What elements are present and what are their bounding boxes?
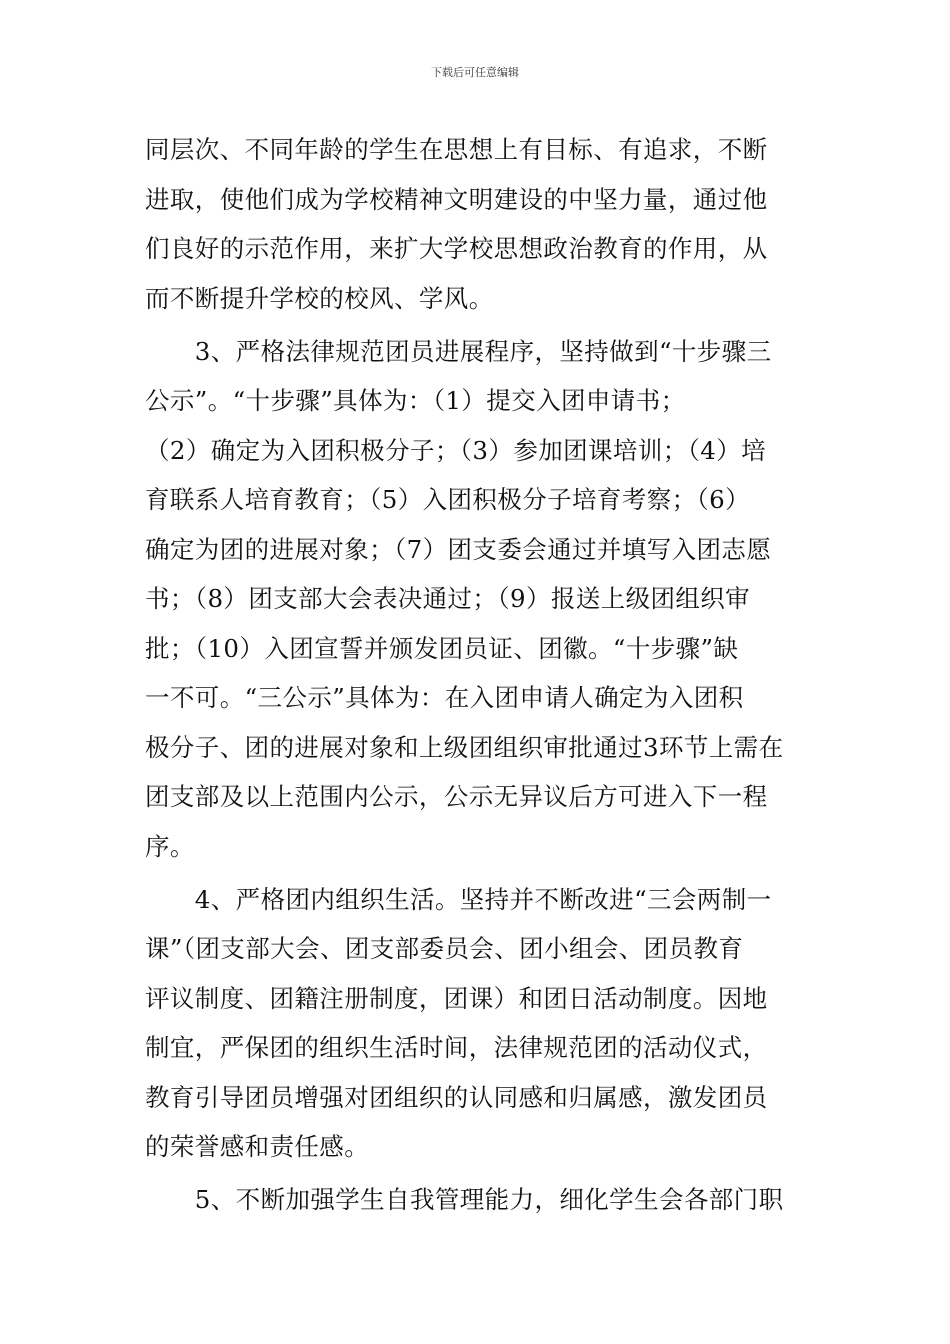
- text-line: 4、严格团内组织生活。坚持并不断改进“三会两制一: [145, 884, 772, 914]
- paragraph: [145, 1175, 815, 1225]
- text-line: 极分子、团的进展对象和上级团组织审批通过3环节上需在: [145, 732, 784, 762]
- text-line: 公示”。“十步骤”具体为：（1）提交入团申请书；: [145, 386, 686, 415]
- text-line: 团支部及以上范围内公示，公示无异议后方可进入下一程: [145, 782, 768, 811]
- paragraph: [145, 327, 815, 872]
- text-line: 序。: [145, 831, 195, 861]
- paragraph: [145, 125, 815, 323]
- text-line: 课”（团支部大会、团支部委员会、团小组会、团员教育: [145, 934, 744, 963]
- text-line: 批；（10）入团宣誓并颁发团员证、团徽。“十步骤”缺: [145, 633, 739, 663]
- text-line: 制宜，严保团的组织生活时间，法律规范团的活动仪式，: [145, 1033, 768, 1062]
- text-line: 3、严格法律规范团员进展程序，坚持做到“十步骤三: [145, 336, 772, 366]
- text-line: 育联系人培育教育；（5）入团积极分子培育考察；（6）: [145, 485, 751, 514]
- text-line: 确定为团的进展对象；（7）团支委会通过并填写入团志愿: [145, 534, 772, 564]
- text-line: 而不断提升学校的校风、学风。: [145, 283, 494, 313]
- page-header: 下载后可任意编辑: [431, 66, 519, 79]
- document-body: [145, 125, 815, 1225]
- paragraph: [145, 875, 815, 1172]
- text-line: 5、不断加强学生自我管理能力，细化学生会各部门职: [145, 1185, 784, 1214]
- text-line: 的荣誉感和责任感。: [145, 1132, 370, 1161]
- text-line: 一不可。“三公示”具体为：在入团申请人确定为入团积: [145, 683, 744, 712]
- text-line: 们良好的示范作用，来扩大学校思想政治教育的作用，从: [145, 234, 768, 263]
- text-line: 教育引导团员增强对团组织的认同感和归属感，激发团员: [145, 1082, 768, 1112]
- text-line: 进取，使他们成为学校精神文明建设的中坚力量，通过他: [145, 184, 768, 214]
- text-line: 评议制度、团籍注册制度，团课）和团日活动制度。因地: [145, 983, 768, 1013]
- text-line: 书；（8）团支部大会表决通过；（9）报送上级团组织审: [145, 584, 751, 613]
- text-line: （2）确定为入团积极分子；（3）参加团课培训；（4）培: [145, 435, 767, 465]
- text-line: 同层次、不同年龄的学生在思想上有目标、有追求，不断: [145, 135, 768, 164]
